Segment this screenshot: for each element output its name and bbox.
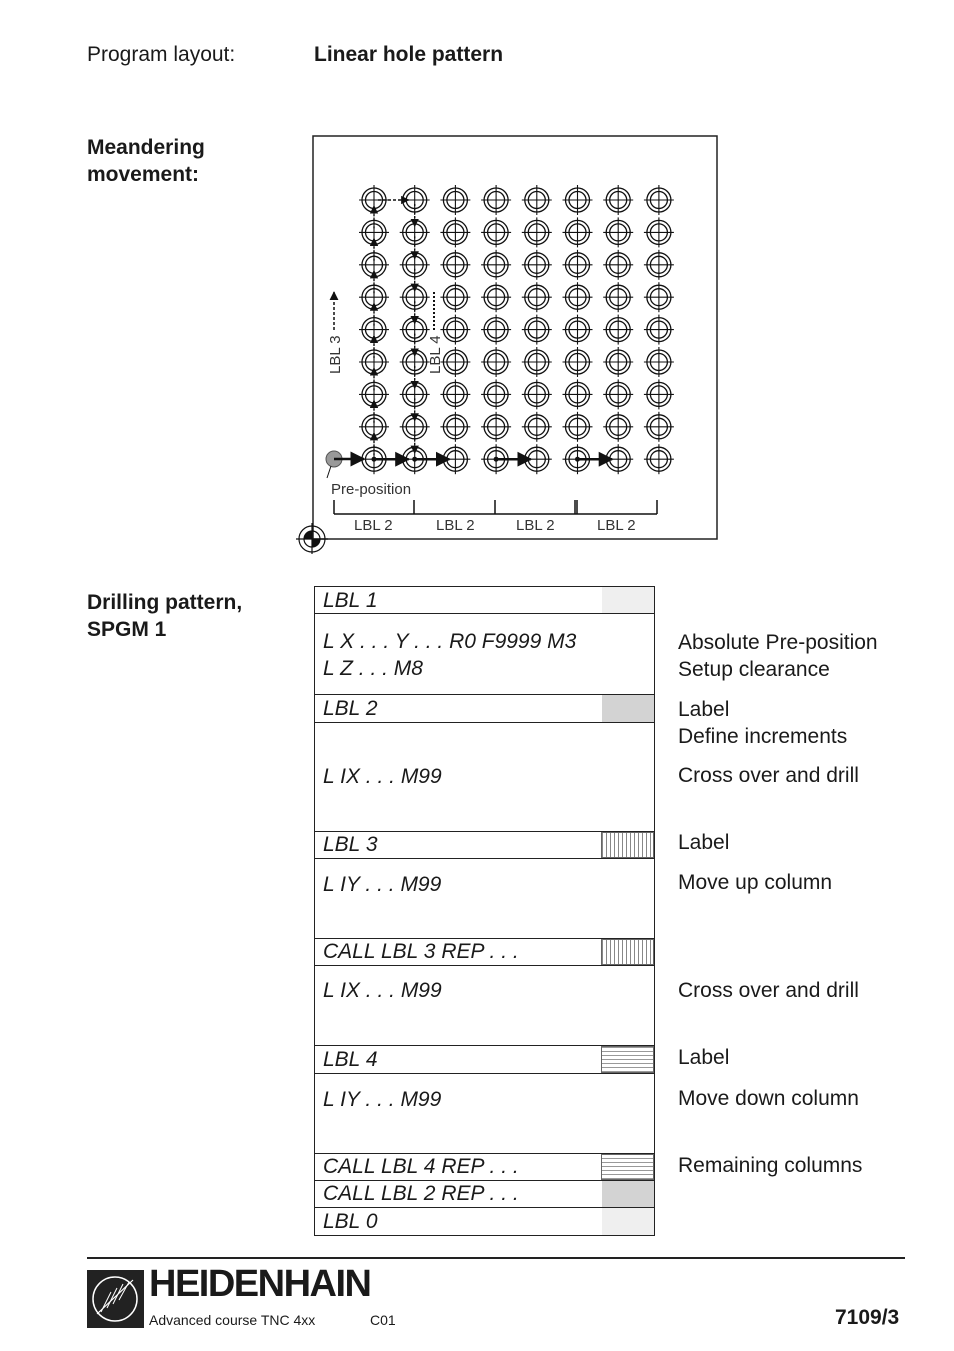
program-row [314,1074,655,1154]
description: Label [678,698,730,721]
description: Move up column [678,871,833,894]
program-row [314,966,655,1046]
program-line: LBL 1 [323,589,378,612]
program-line: L IX . . . M99 [323,979,442,1002]
row-swatch [601,1154,654,1180]
row-swatch [601,1181,654,1207]
section-heading-line: Meandering [87,136,205,159]
lbl3-label: LBL 3 [327,335,344,374]
program-row [314,1154,655,1181]
program-line: CALL LBL 4 REP . . . [323,1155,519,1178]
program-row [314,586,655,614]
program-row [314,723,655,832]
section-heading-line: Drilling pattern, [87,591,243,614]
program-line: L IY . . . M99 [323,873,442,896]
program-line: L IX . . . M99 [323,765,442,788]
lbl2-label: LBL 2 [597,517,636,534]
program-line: LBL 2 [323,697,378,720]
description: Cross over and drill [678,764,859,787]
lbl2-label: LBL 2 [354,517,393,534]
description: Define increments [678,725,848,748]
description: Remaining columns [678,1154,863,1177]
section-heading-drilling [87,589,242,643]
program-row [314,1181,655,1208]
row-swatch [601,832,654,858]
hole-pattern-diagram [296,134,720,554]
description: Label [678,1046,730,1069]
description: Cross over and drill [678,979,859,1002]
row-swatch [601,695,654,722]
lbl2-label: LBL 2 [436,517,475,534]
footer-divider [87,1257,905,1259]
program-row [314,832,655,859]
section-heading-meandering [87,134,205,188]
program-row [314,614,655,695]
page-number: 7109/3 [835,1306,900,1329]
program-line: LBL 3 [323,833,378,856]
program-line: L X . . . Y . . . R0 F9999 M3 [323,630,577,653]
preposition-label: Pre-position [331,481,412,498]
page-title: Linear hole pattern [314,43,504,66]
program-line: CALL LBL 2 REP . . . [323,1182,519,1205]
course-code: C01 [370,1312,396,1328]
description: Setup clearance [678,658,830,681]
section-heading-line: movement: [87,163,200,186]
program-row [314,695,655,723]
course-name: Advanced course TNC 4xx [149,1312,316,1328]
program-line: CALL LBL 3 REP . . . [323,940,519,963]
program-row [314,859,655,939]
program-line: L IY . . . M99 [323,1088,442,1111]
row-swatch [601,587,654,613]
description: Move down column [678,1087,859,1110]
program-layout-label: Program layout: [87,43,236,66]
row-swatch [601,939,654,965]
program-line: LBL 0 [323,1210,378,1233]
description: Label [678,831,730,854]
program-line: L Z . . . M8 [323,657,423,680]
section-heading-line: SPGM 1 [87,618,167,641]
program-row [314,1046,655,1074]
brand-name: HEIDENHAIN [149,1263,371,1305]
lbl2-label: LBL 2 [516,517,555,534]
description: Absolute Pre-position [678,631,878,654]
lbl4-label: LBL 4 [427,335,444,374]
program-row [314,1208,655,1236]
heidenhain-logo-icon [87,1270,144,1328]
row-swatch [601,1046,654,1073]
program-row [314,939,655,966]
row-swatch [601,1208,654,1235]
program-line: LBL 4 [323,1048,378,1071]
